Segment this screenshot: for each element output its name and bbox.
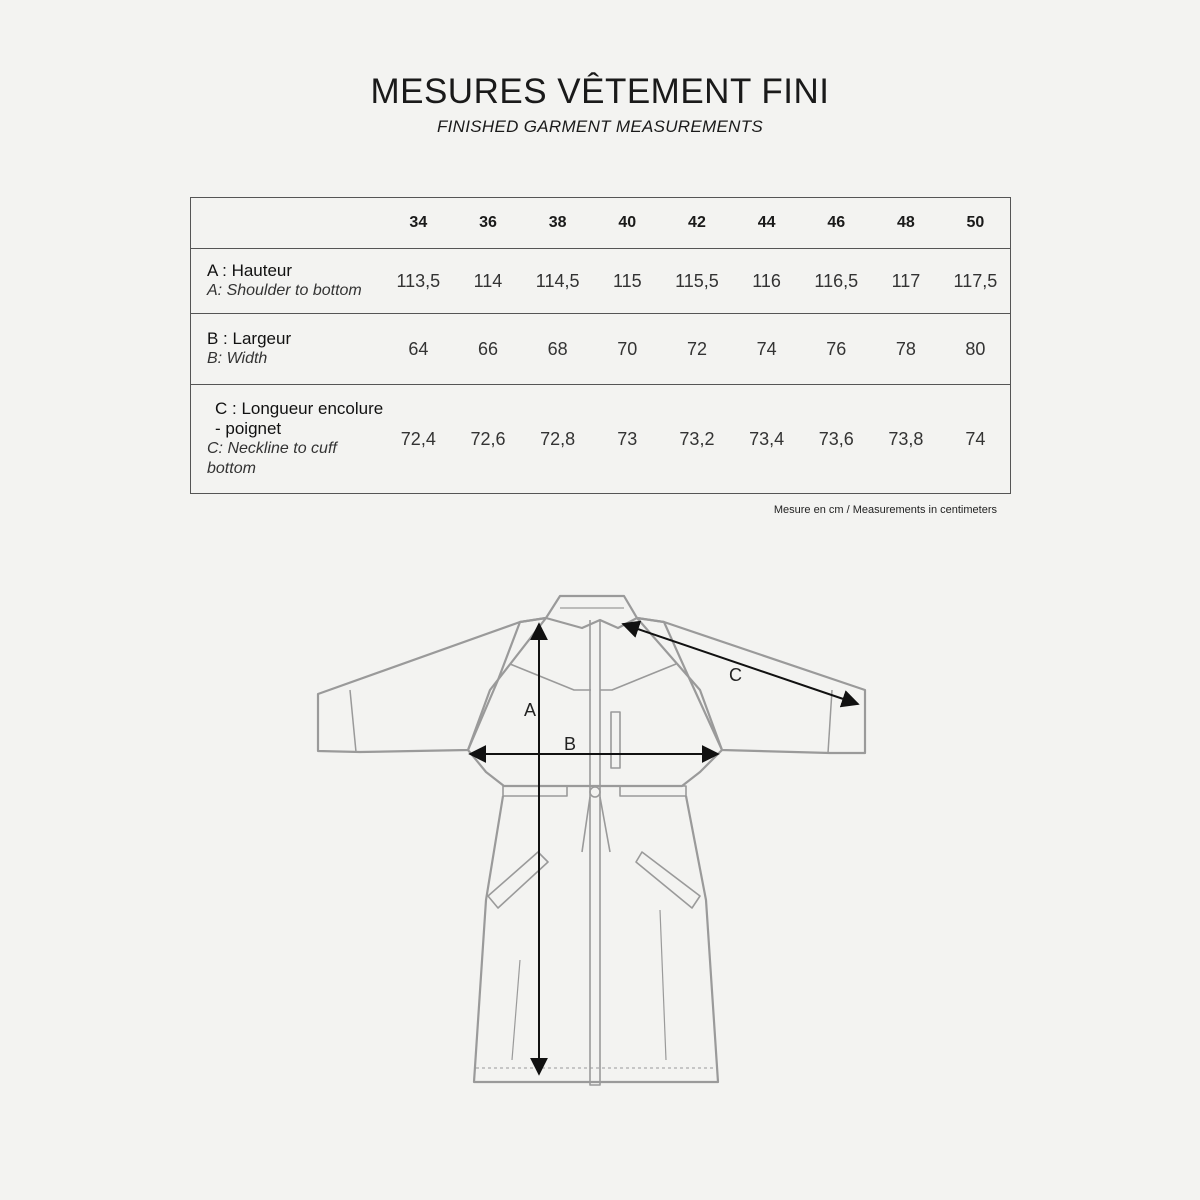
- row-label-fr: A : Hauteur: [207, 261, 293, 280]
- label-c: C: [729, 665, 742, 685]
- drawstring-tie: [582, 797, 610, 852]
- skirt: [474, 796, 718, 1082]
- table-cell: 117,5: [941, 249, 1011, 314]
- size-header: 48: [871, 198, 941, 249]
- table-cell: 74: [965, 428, 986, 449]
- units-note: Mesure en cm / Measurements in centimeters: [773, 504, 997, 516]
- table-cell: 78: [871, 314, 941, 385]
- table-cell: 66: [453, 314, 523, 385]
- skirt-fold: [660, 910, 666, 1060]
- table-cell: 114,5: [523, 249, 593, 314]
- page-subtitle: FINISHED GARMENT MEASUREMENTS: [436, 117, 764, 136]
- table-cell: 70: [592, 314, 662, 385]
- table-cell: 73,8: [888, 428, 924, 449]
- left-cuff: [350, 690, 356, 752]
- size-header: 44: [732, 198, 802, 249]
- table-cell: 73: [617, 428, 638, 449]
- drawstring-loop: [590, 787, 600, 797]
- table-cell: 76: [801, 314, 871, 385]
- label-a: A: [524, 700, 537, 720]
- row-label-en: C: Neckline to cuff bottom: [207, 440, 337, 477]
- right-waist-channel: [620, 786, 686, 796]
- skirt-fold: [512, 960, 520, 1060]
- left-waist-channel: [503, 786, 567, 796]
- front-placket: [590, 620, 600, 1085]
- arrow-c: [623, 624, 858, 704]
- table-cell: 72,8: [540, 428, 576, 449]
- size-header: 36: [453, 198, 523, 249]
- row-label-en: B: Width: [207, 350, 268, 367]
- size-header: 42: [662, 198, 732, 249]
- table-cell: 72,4: [400, 428, 436, 449]
- table-cell: 74: [732, 314, 802, 385]
- table-cell: 64: [384, 314, 454, 385]
- table-cell: 73,6: [818, 428, 854, 449]
- size-header: 46: [801, 198, 871, 249]
- table-cell: 115: [592, 249, 662, 314]
- table-cell: 114: [453, 249, 523, 314]
- table-cell: 73,2: [679, 428, 715, 449]
- table-cell: 72: [662, 314, 732, 385]
- left-yoke: [510, 664, 591, 690]
- left-sleeve: [318, 618, 546, 752]
- table-cell: 115,5: [662, 249, 732, 314]
- size-header: 40: [592, 198, 662, 249]
- right-yoke: [600, 664, 676, 690]
- table-cell: 73,4: [749, 428, 785, 449]
- table-cell: 80: [941, 314, 1011, 385]
- table-cell: 117: [871, 249, 941, 314]
- size-header: 50: [941, 198, 1011, 249]
- right-pocket: [636, 852, 700, 908]
- bodice: [468, 618, 722, 786]
- chest-pocket: [611, 712, 620, 768]
- table-cell: 116,5: [801, 249, 871, 314]
- row-label-en: A: Shoulder to bottom: [207, 282, 362, 299]
- label-b: B: [564, 734, 577, 754]
- page-title: MESURES VÊTEMENT FINI: [370, 72, 830, 111]
- row-label-fr: C : Longueur encolure - poignet: [215, 399, 384, 438]
- table-cell: 116: [732, 249, 802, 314]
- size-header: 38: [523, 198, 593, 249]
- garment-outline: [318, 596, 865, 1085]
- table-cell: 72,6: [470, 428, 506, 449]
- row-label-fr: B : Largeur: [207, 329, 292, 348]
- right-cuff: [828, 690, 832, 753]
- table-cell: 68: [523, 314, 593, 385]
- table-cell: 113,5: [384, 249, 454, 314]
- size-header: 34: [384, 198, 454, 249]
